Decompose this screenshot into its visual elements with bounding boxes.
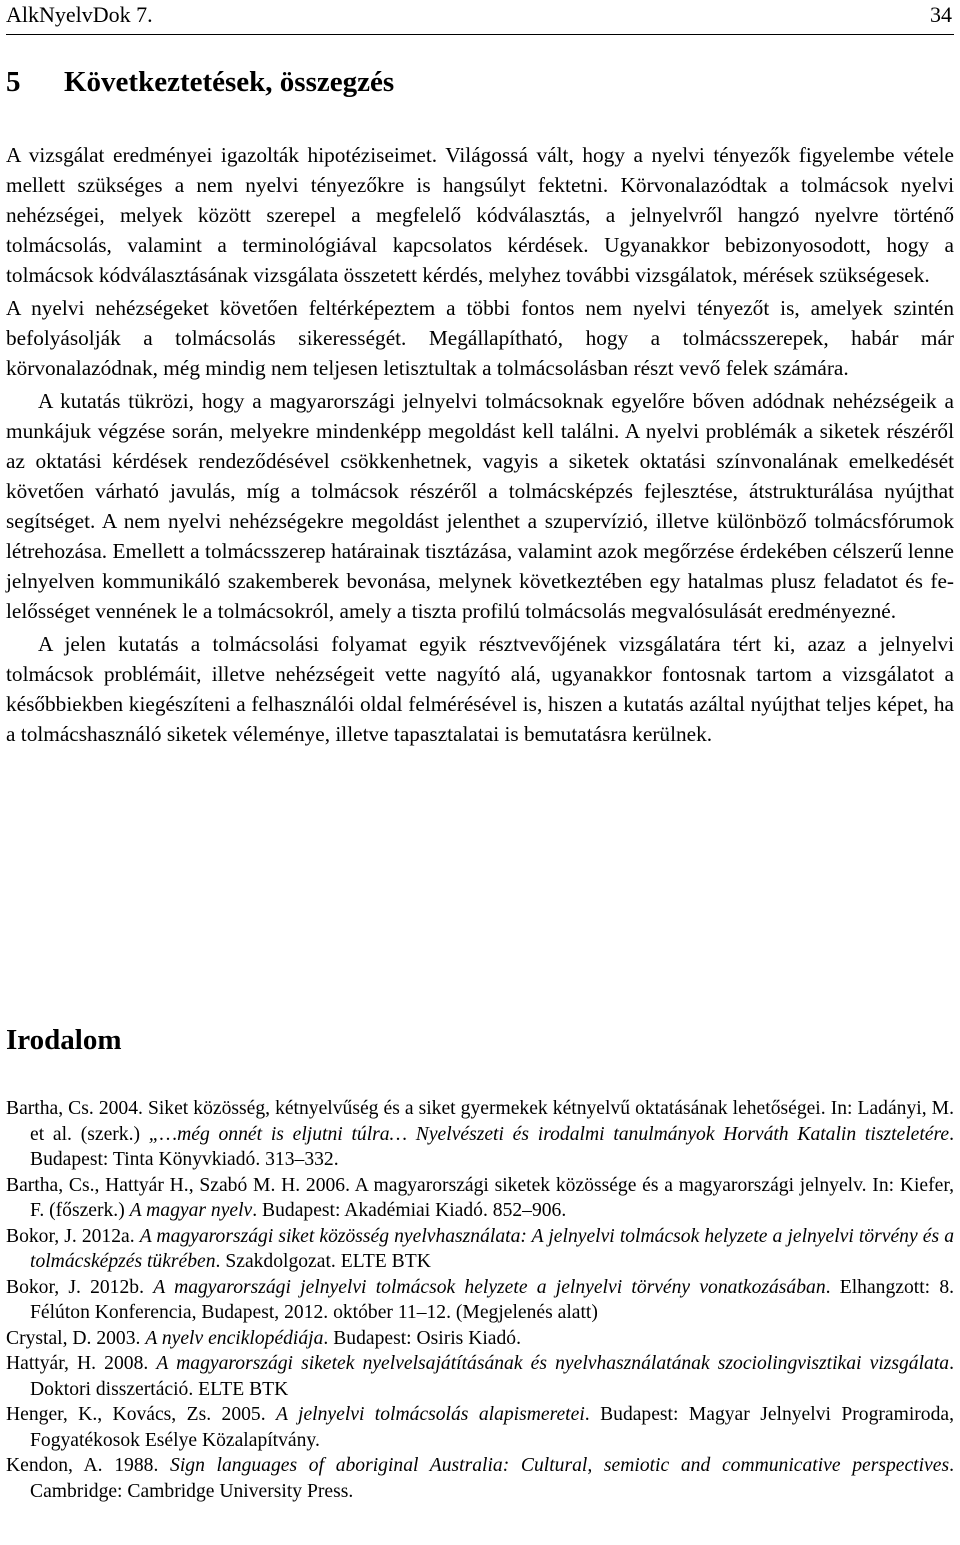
- section-heading: [6, 62, 954, 102]
- reference-text: . Elhangzott: 8. Félúton Konferencia, Budapest, 2012. október 11–12. (Megjelenés alatt): [30, 1276, 955, 1323]
- reference-title: „…még onnét is eljutni túlra… Nyelvészeti és irodalmi tanulmányok Horváth Katalin tiszteletére: [148, 1123, 950, 1145]
- section-number: 5: [6, 66, 21, 98]
- reference-text: Bokor, J. 2012a.: [6, 1225, 140, 1247]
- paragraph: A vizsgálat eredményei igazolták hipotéziseimet. Világossá vált, hogy a nyelvi tényezők figyelembe vétele mellett szükséges a nem nyelvi tényezőkre is hangsúlyt fektetni. Körvonalazódtak a tolmácsok nyelvi nehézségei, melyek között szerepel a megfelelő kódválasztás, a jelnyelvről hangzó nyelvre történő tolmácsolás, valamint a terminológiával kapcsolatos kérdések. Ugyanakkor bebizonyosodott, hogy a tolmácsok kódválasztásának vizsgálata összetett kérdés, melyhez további vizsgálatok, mérések szükségesek.: [6, 143, 954, 287]
- body-text: [6, 140, 954, 752]
- reference-text: Hattyár, H. 2008.: [6, 1353, 157, 1374]
- reference-text: Bartha, Cs. 2004. Siket közösség, kétnyelvűség és a siket gyermekek kétnyelvű oktatásának lehetőségei. In: Ladányi, M. et al. (szerk.): [6, 1098, 954, 1145]
- paragraph: A jelen kutatás a tolmácsolási folyamat egyik résztvevőjének vizsgálatára tért ki, azaz a jelnyelvi tolmácsok problémáit, illetve nehézségeit vette nagyító alá, ugyanakkor fontosnak tartom a vizsgálatot a későbbiekben kiegészíteni a felhasználói oldal felmérésével is, hiszen a kutatás azáltal nyújthat teljes képet, ha a tolmácshasználó siketek véleménye, illetve tapasztalatai is bemutatásra kerülnek.: [6, 632, 954, 746]
- reference-text: Bartha, Cs., Hattyár H., Szabó M. H. 2006. A magyarországi siketek közössége és a magyarországi jelnyelv. In: Kiefer, F. (főszerk.): [6, 1174, 954, 1221]
- reference-text: Kendon, A. 1988.: [6, 1455, 171, 1476]
- running-header: [6, 0, 954, 35]
- reference-text: Crystal, D. 2003.: [6, 1327, 146, 1349]
- reference-item: [6, 1224, 954, 1275]
- reference-item: [6, 1402, 954, 1453]
- reference-item: [6, 1351, 954, 1402]
- reference-text: . Szakdolgozat. ELTE BTK: [215, 1251, 431, 1272]
- reference-text: . Budapest: Magyar Jelnyelvi Programiroda, Fogyatékosok Esélye Közalapítvány.: [30, 1404, 954, 1451]
- running-title: AlkNyelvDok 7.: [6, 2, 153, 27]
- reference-text: . Budapest: Osiris Kiadó.: [323, 1327, 521, 1349]
- reference-title: A magyarországi siketek nyelvelsajátításának és nyelvhasználatának szociolingvisztikai vizsgálata: [156, 1353, 950, 1374]
- references-heading: Irodalom: [6, 1024, 122, 1056]
- paragraph: A kutatás tükrözi, hogy a magyarországi jelnyelvi tolmácsoknak egyelőre bőven adódnak nehézségeik a munkájuk végzése során, melyekre mindenképp megoldást kell találni. A nyelvi problémák a siketek részéről az oktatási kérdések rendeződésével csökkenhetnek, vagyis a siketek oktatási színvonalának emelkedését követően várható javulás, míg a tolmácsok részéről a tolmácsképzés fejlesztése, átstrukturálása nyújthat segítséget. A nem nyelvi nehézségekre megoldást jelenthet a szupervízió, illetve különböző tolmácsfórumok létrehozása. Emellett a tolmácsszerep határainak tisztázása, valamint azok megőrzése érdekében célszerű lenne jelnyelven kommunikáló szakemberek bevonása, melynek következtében egy hatalmas plusz feladatot és felelősséget vennének le a tolmácsokról, amely a tiszta profilú tolmácsolás megvalósulását eredményezné.: [6, 389, 954, 623]
- reference-title: A jelnyelvi tolmácsolás alapismeretei: [276, 1404, 585, 1425]
- reference-title: A magyarországi jelnyelvi tolmácsok helyzete a jelnyelvi törvény vonatkozásában: [153, 1276, 826, 1298]
- reference-title: A magyarországi siket közösség nyelvhasználata: A jelnyelvi tolmácsok helyzete a jelnyelvi törvény és a tolmácsképzés tükrében: [30, 1225, 954, 1272]
- reference-item: [6, 1096, 954, 1173]
- page-number: 34: [930, 2, 952, 27]
- paragraph: A nyelvi nehézségeket követően feltérképeztem a többi fontos nem nyelvi tényezőt is, amelyek szintén befolyásolják a tolmácsolás sikerességét. Megállapítható, hogy a tolmácsszerepek, habár már körvonalazódnak, még mindig nem teljesen letisztultak a tolmácsolásban részt vevő felek számára.: [6, 296, 954, 380]
- reference-item: [6, 1453, 954, 1504]
- reference-title: A magyar nyelv: [129, 1200, 253, 1221]
- reference-text: . Budapest: Akadémiai Kiadó. 852–906.: [252, 1200, 567, 1221]
- reference-text: . Doktori disszertáció. ELTE BTK: [30, 1353, 954, 1400]
- reference-title: Sign languages of aboriginal Australia: Cultural, semiotic and communicative perspectives: [170, 1455, 950, 1476]
- reference-item: [6, 1173, 954, 1224]
- reference-item: [6, 1326, 954, 1352]
- reference-title: A nyelv enciklopédiája: [145, 1327, 324, 1349]
- section-title: Következtetések, összegzés: [64, 66, 395, 98]
- reference-text: . Budapest: Tinta Könyvkiadó. 313–332.: [30, 1123, 954, 1170]
- reference-text: . Cambridge: Cambridge University Press.: [30, 1455, 954, 1502]
- reference-text: Bokor, J. 2012b.: [6, 1276, 154, 1298]
- reference-text: Henger, K., Kovács, Zs. 2005.: [6, 1404, 277, 1425]
- reference-list: [6, 1096, 954, 1504]
- reference-item: [6, 1275, 954, 1326]
